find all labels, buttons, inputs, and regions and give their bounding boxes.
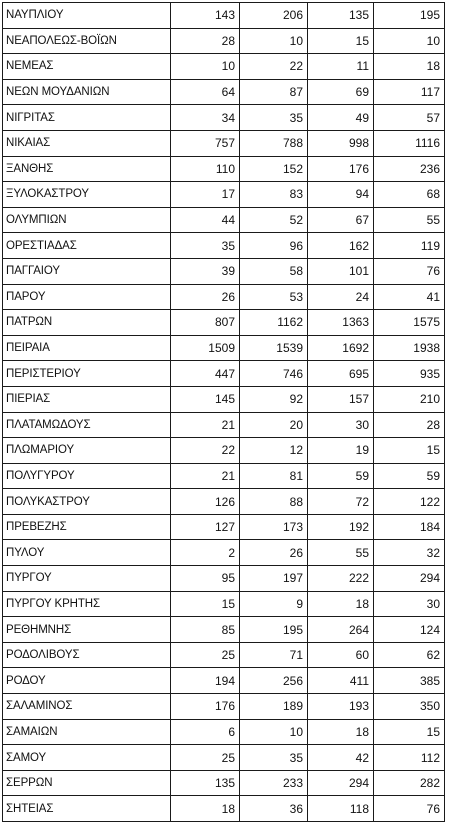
cell-value-3[interactable]: 18 xyxy=(308,719,374,745)
cell-value-3[interactable]: 222 xyxy=(308,566,374,592)
cell-name[interactable]: ΡΟΔΟΛΙΒΟΥΣ xyxy=(3,642,171,668)
spreadsheet-view xyxy=(0,2,450,826)
cell-value-1[interactable]: 194 xyxy=(171,668,240,694)
table-row xyxy=(3,28,445,54)
table-row xyxy=(3,310,445,336)
cell-value-3[interactable]: 135 xyxy=(308,3,374,29)
cell-value-2[interactable]: 83 xyxy=(240,182,308,208)
cell-value-4[interactable]: 15 xyxy=(374,438,445,464)
cell-value-2[interactable]: 9 xyxy=(240,591,308,617)
table-row xyxy=(3,386,445,412)
cell-value-4[interactable]: 68 xyxy=(374,182,445,208)
cell-value-1[interactable]: 64 xyxy=(171,79,240,105)
cell-value-4[interactable]: 10 xyxy=(374,28,445,54)
cell-value-3[interactable]: 157 xyxy=(308,386,374,412)
table-row xyxy=(3,489,445,515)
cell-value-4[interactable]: 30 xyxy=(374,591,445,617)
cell-value-4[interactable]: 1116 xyxy=(374,130,445,156)
cell-name[interactable]: ΝΕΩΝ ΜΟΥΔΑΝΙΩΝ xyxy=(3,79,171,105)
cell-value-4[interactable]: 350 xyxy=(374,694,445,720)
cell-value-4[interactable]: 28 xyxy=(374,412,445,438)
cell-value-4[interactable]: 32 xyxy=(374,540,445,566)
cell-value-3[interactable]: 30 xyxy=(308,412,374,438)
cell-name[interactable]: ΠΟΛΥΚΑΣΤΡΟΥ xyxy=(3,489,171,515)
cell-value-3[interactable]: 67 xyxy=(308,207,374,233)
cell-name[interactable]: ΠΕΙΡΑΙΑ xyxy=(3,335,171,361)
cell-value-2[interactable]: 256 xyxy=(240,668,308,694)
table-row xyxy=(3,745,445,771)
cell-value-3[interactable]: 94 xyxy=(308,182,374,208)
table-row xyxy=(3,3,445,29)
cell-value-1[interactable]: 39 xyxy=(171,258,240,284)
cell-name[interactable]: ΝΙΓΡΙΤΑΣ xyxy=(3,105,171,131)
table-row xyxy=(3,335,445,361)
cell-value-4[interactable]: 117 xyxy=(374,79,445,105)
cell-value-4[interactable]: 385 xyxy=(374,668,445,694)
cell-value-1[interactable]: 28 xyxy=(171,28,240,54)
cell-value-4[interactable]: 76 xyxy=(374,258,445,284)
cell-value-2[interactable]: 81 xyxy=(240,463,308,489)
cell-value-3[interactable]: 176 xyxy=(308,156,374,182)
cell-name[interactable]: ΠΕΡΙΣΤΕΡΙΟΥ xyxy=(3,361,171,387)
cell-value-1[interactable]: 807 xyxy=(171,310,240,336)
cell-value-1[interactable]: 127 xyxy=(171,514,240,540)
cell-value-3[interactable]: 18 xyxy=(308,591,374,617)
table-row xyxy=(3,412,445,438)
cell-value-2[interactable]: 1162 xyxy=(240,310,308,336)
cell-value-3[interactable]: 11 xyxy=(308,54,374,80)
cell-value-4[interactable]: 18 xyxy=(374,54,445,80)
cell-name[interactable]: ΠΥΡΓΟΥ ΚΡΗΤΗΣ xyxy=(3,591,171,617)
table-row xyxy=(3,233,445,259)
cell-value-1[interactable]: 176 xyxy=(171,694,240,720)
cell-value-1[interactable]: 110 xyxy=(171,156,240,182)
cell-value-4[interactable]: 195 xyxy=(374,3,445,29)
table-row xyxy=(3,156,445,182)
cell-name[interactable]: ΣΑΜΑΙΩΝ xyxy=(3,719,171,745)
cell-value-4[interactable]: 112 xyxy=(374,745,445,771)
cell-name[interactable]: ΣΗΤΕΙΑΣ xyxy=(3,796,171,822)
cell-name[interactable]: ΠΛΩΜΑΡΙΟΥ xyxy=(3,438,171,464)
cell-value-4[interactable]: 124 xyxy=(374,617,445,643)
cell-value-4[interactable]: 1938 xyxy=(374,335,445,361)
cell-value-1[interactable]: 1509 xyxy=(171,335,240,361)
cell-name[interactable]: ΠΡΕΒΕΖΗΣ xyxy=(3,514,171,540)
cell-value-3[interactable]: 69 xyxy=(308,79,374,105)
table-row xyxy=(3,694,445,720)
table-row xyxy=(3,207,445,233)
cell-name[interactable]: ΝΑΥΠΛΙΟΥ xyxy=(3,3,171,29)
cell-value-1[interactable]: 25 xyxy=(171,745,240,771)
cell-value-1[interactable]: 22 xyxy=(171,438,240,464)
cell-name[interactable]: ΝΙΚΑΙΑΣ xyxy=(3,130,171,156)
cell-value-3[interactable]: 998 xyxy=(308,130,374,156)
cell-value-2[interactable]: 53 xyxy=(240,284,308,310)
cell-value-2[interactable]: 58 xyxy=(240,258,308,284)
table-row xyxy=(3,514,445,540)
table-row xyxy=(3,668,445,694)
cell-value-2[interactable]: 233 xyxy=(240,770,308,796)
cell-value-2[interactable]: 173 xyxy=(240,514,308,540)
cell-value-2[interactable]: 206 xyxy=(240,3,308,29)
cell-value-2[interactable]: 22 xyxy=(240,54,308,80)
cell-value-3[interactable]: 42 xyxy=(308,745,374,771)
cell-value-2[interactable]: 189 xyxy=(240,694,308,720)
cell-name[interactable]: ΝΕΜΕΑΣ xyxy=(3,54,171,80)
table-body xyxy=(3,3,445,822)
cell-value-2[interactable]: 35 xyxy=(240,105,308,131)
cell-name[interactable]: ΡΕΘΗΜΝΗΣ xyxy=(3,617,171,643)
cell-value-2[interactable]: 10 xyxy=(240,28,308,54)
cell-value-4[interactable]: 76 xyxy=(374,796,445,822)
cell-value-1[interactable]: 6 xyxy=(171,719,240,745)
cell-value-1[interactable]: 95 xyxy=(171,566,240,592)
cell-value-2[interactable]: 788 xyxy=(240,130,308,156)
cell-value-3[interactable]: 1692 xyxy=(308,335,374,361)
cell-value-2[interactable]: 71 xyxy=(240,642,308,668)
cell-value-2[interactable]: 92 xyxy=(240,386,308,412)
cell-name[interactable]: ΠΟΛΥΓΥΡΟΥ xyxy=(3,463,171,489)
cell-value-1[interactable]: 126 xyxy=(171,489,240,515)
cell-value-3[interactable]: 101 xyxy=(308,258,374,284)
cell-value-4[interactable]: 1575 xyxy=(374,310,445,336)
table-row xyxy=(3,105,445,131)
cell-value-4[interactable]: 62 xyxy=(374,642,445,668)
cell-value-1[interactable]: 18 xyxy=(171,796,240,822)
cell-value-4[interactable]: 122 xyxy=(374,489,445,515)
cell-name[interactable]: ΣΕΡΡΩΝ xyxy=(3,770,171,796)
cell-value-1[interactable]: 145 xyxy=(171,386,240,412)
cell-value-3[interactable]: 55 xyxy=(308,540,374,566)
table-row xyxy=(3,284,445,310)
cell-value-3[interactable]: 24 xyxy=(308,284,374,310)
cell-name[interactable]: ΠΥΛΟΥ xyxy=(3,540,171,566)
cell-value-3[interactable]: 72 xyxy=(308,489,374,515)
cell-value-3[interactable]: 19 xyxy=(308,438,374,464)
table-row xyxy=(3,79,445,105)
cell-value-2[interactable]: 26 xyxy=(240,540,308,566)
cell-value-2[interactable]: 35 xyxy=(240,745,308,771)
table-row xyxy=(3,130,445,156)
cell-value-3[interactable]: 60 xyxy=(308,642,374,668)
cell-value-2[interactable]: 195 xyxy=(240,617,308,643)
cell-value-3[interactable]: 294 xyxy=(308,770,374,796)
table-row xyxy=(3,540,445,566)
cell-value-1[interactable]: 143 xyxy=(171,3,240,29)
cell-value-2[interactable]: 96 xyxy=(240,233,308,259)
cell-value-1[interactable]: 447 xyxy=(171,361,240,387)
table-row xyxy=(3,438,445,464)
cell-value-1[interactable]: 85 xyxy=(171,617,240,643)
cell-name[interactable]: ΣΑΜΟΥ xyxy=(3,745,171,771)
table-row xyxy=(3,796,445,822)
cell-value-2[interactable]: 746 xyxy=(240,361,308,387)
table-row xyxy=(3,361,445,387)
cell-name[interactable]: ΟΡΕΣΤΙΑΔΑΣ xyxy=(3,233,171,259)
cell-value-3[interactable]: 193 xyxy=(308,694,374,720)
table-row xyxy=(3,591,445,617)
cell-value-1[interactable]: 25 xyxy=(171,642,240,668)
cell-value-4[interactable]: 184 xyxy=(374,514,445,540)
cell-value-2[interactable]: 52 xyxy=(240,207,308,233)
cell-value-3[interactable]: 411 xyxy=(308,668,374,694)
cell-value-1[interactable]: 44 xyxy=(171,207,240,233)
table-row xyxy=(3,566,445,592)
cell-value-3[interactable]: 264 xyxy=(308,617,374,643)
cell-value-4[interactable]: 236 xyxy=(374,156,445,182)
table-row xyxy=(3,617,445,643)
cell-value-2[interactable]: 10 xyxy=(240,719,308,745)
cell-name[interactable]: ΡΟΔΟΥ xyxy=(3,668,171,694)
cell-value-3[interactable]: 162 xyxy=(308,233,374,259)
cell-value-3[interactable]: 1363 xyxy=(308,310,374,336)
cell-value-4[interactable]: 119 xyxy=(374,233,445,259)
cell-value-2[interactable]: 88 xyxy=(240,489,308,515)
cell-value-1[interactable]: 34 xyxy=(171,105,240,131)
cell-value-4[interactable]: 41 xyxy=(374,284,445,310)
cell-name[interactable]: ΠΑΓΓΑΙΟΥ xyxy=(3,258,171,284)
cell-name[interactable]: ΝΕΑΠΟΛΕΩΣ-ΒΟΪΩΝ xyxy=(3,28,171,54)
cell-name[interactable]: ΠΑΤΡΩΝ xyxy=(3,310,171,336)
cell-value-3[interactable]: 49 xyxy=(308,105,374,131)
cell-value-4[interactable]: 59 xyxy=(374,463,445,489)
cell-value-4[interactable]: 210 xyxy=(374,386,445,412)
cell-value-3[interactable]: 695 xyxy=(308,361,374,387)
cell-value-4[interactable]: 55 xyxy=(374,207,445,233)
cell-value-2[interactable]: 87 xyxy=(240,79,308,105)
cell-name[interactable]: ΞΥΛΟΚΑΣΤΡΟΥ xyxy=(3,182,171,208)
cell-name[interactable]: ΞΑΝΘΗΣ xyxy=(3,156,171,182)
cell-value-2[interactable]: 152 xyxy=(240,156,308,182)
table-row xyxy=(3,54,445,80)
cell-name[interactable]: ΠΛΑΤΑΜΩΔΟΥΣ xyxy=(3,412,171,438)
cell-value-1[interactable]: 135 xyxy=(171,770,240,796)
cell-value-3[interactable]: 59 xyxy=(308,463,374,489)
cell-value-1[interactable]: 15 xyxy=(171,591,240,617)
cell-value-2[interactable]: 197 xyxy=(240,566,308,592)
cell-name[interactable]: ΣΑΛΑΜΙΝΟΣ xyxy=(3,694,171,720)
cell-value-1[interactable]: 10 xyxy=(171,54,240,80)
cell-value-3[interactable]: 192 xyxy=(308,514,374,540)
cell-value-2[interactable]: 12 xyxy=(240,438,308,464)
cell-value-4[interactable]: 935 xyxy=(374,361,445,387)
cell-value-1[interactable]: 17 xyxy=(171,182,240,208)
cell-value-1[interactable]: 26 xyxy=(171,284,240,310)
cell-name[interactable]: ΠΙΕΡΙΑΣ xyxy=(3,386,171,412)
cell-name[interactable]: ΠΑΡΟΥ xyxy=(3,284,171,310)
table-row xyxy=(3,182,445,208)
table-row xyxy=(3,719,445,745)
cell-value-1[interactable]: 21 xyxy=(171,463,240,489)
cell-value-3[interactable]: 118 xyxy=(308,796,374,822)
table-row xyxy=(3,770,445,796)
data-table xyxy=(2,2,445,822)
table-row xyxy=(3,463,445,489)
cell-value-4[interactable]: 57 xyxy=(374,105,445,131)
cell-value-4[interactable]: 294 xyxy=(374,566,445,592)
cell-value-4[interactable]: 282 xyxy=(374,770,445,796)
cell-value-3[interactable]: 15 xyxy=(308,28,374,54)
cell-value-2[interactable]: 20 xyxy=(240,412,308,438)
cell-value-2[interactable]: 1539 xyxy=(240,335,308,361)
cell-name[interactable]: ΟΛΥΜΠΙΩΝ xyxy=(3,207,171,233)
cell-value-1[interactable]: 35 xyxy=(171,233,240,259)
cell-value-4[interactable]: 15 xyxy=(374,719,445,745)
cell-value-2[interactable]: 36 xyxy=(240,796,308,822)
cell-value-1[interactable]: 21 xyxy=(171,412,240,438)
table-row xyxy=(3,258,445,284)
cell-value-1[interactable]: 2 xyxy=(171,540,240,566)
cell-name[interactable]: ΠΥΡΓΟΥ xyxy=(3,566,171,592)
cell-value-1[interactable]: 757 xyxy=(171,130,240,156)
table-row xyxy=(3,642,445,668)
